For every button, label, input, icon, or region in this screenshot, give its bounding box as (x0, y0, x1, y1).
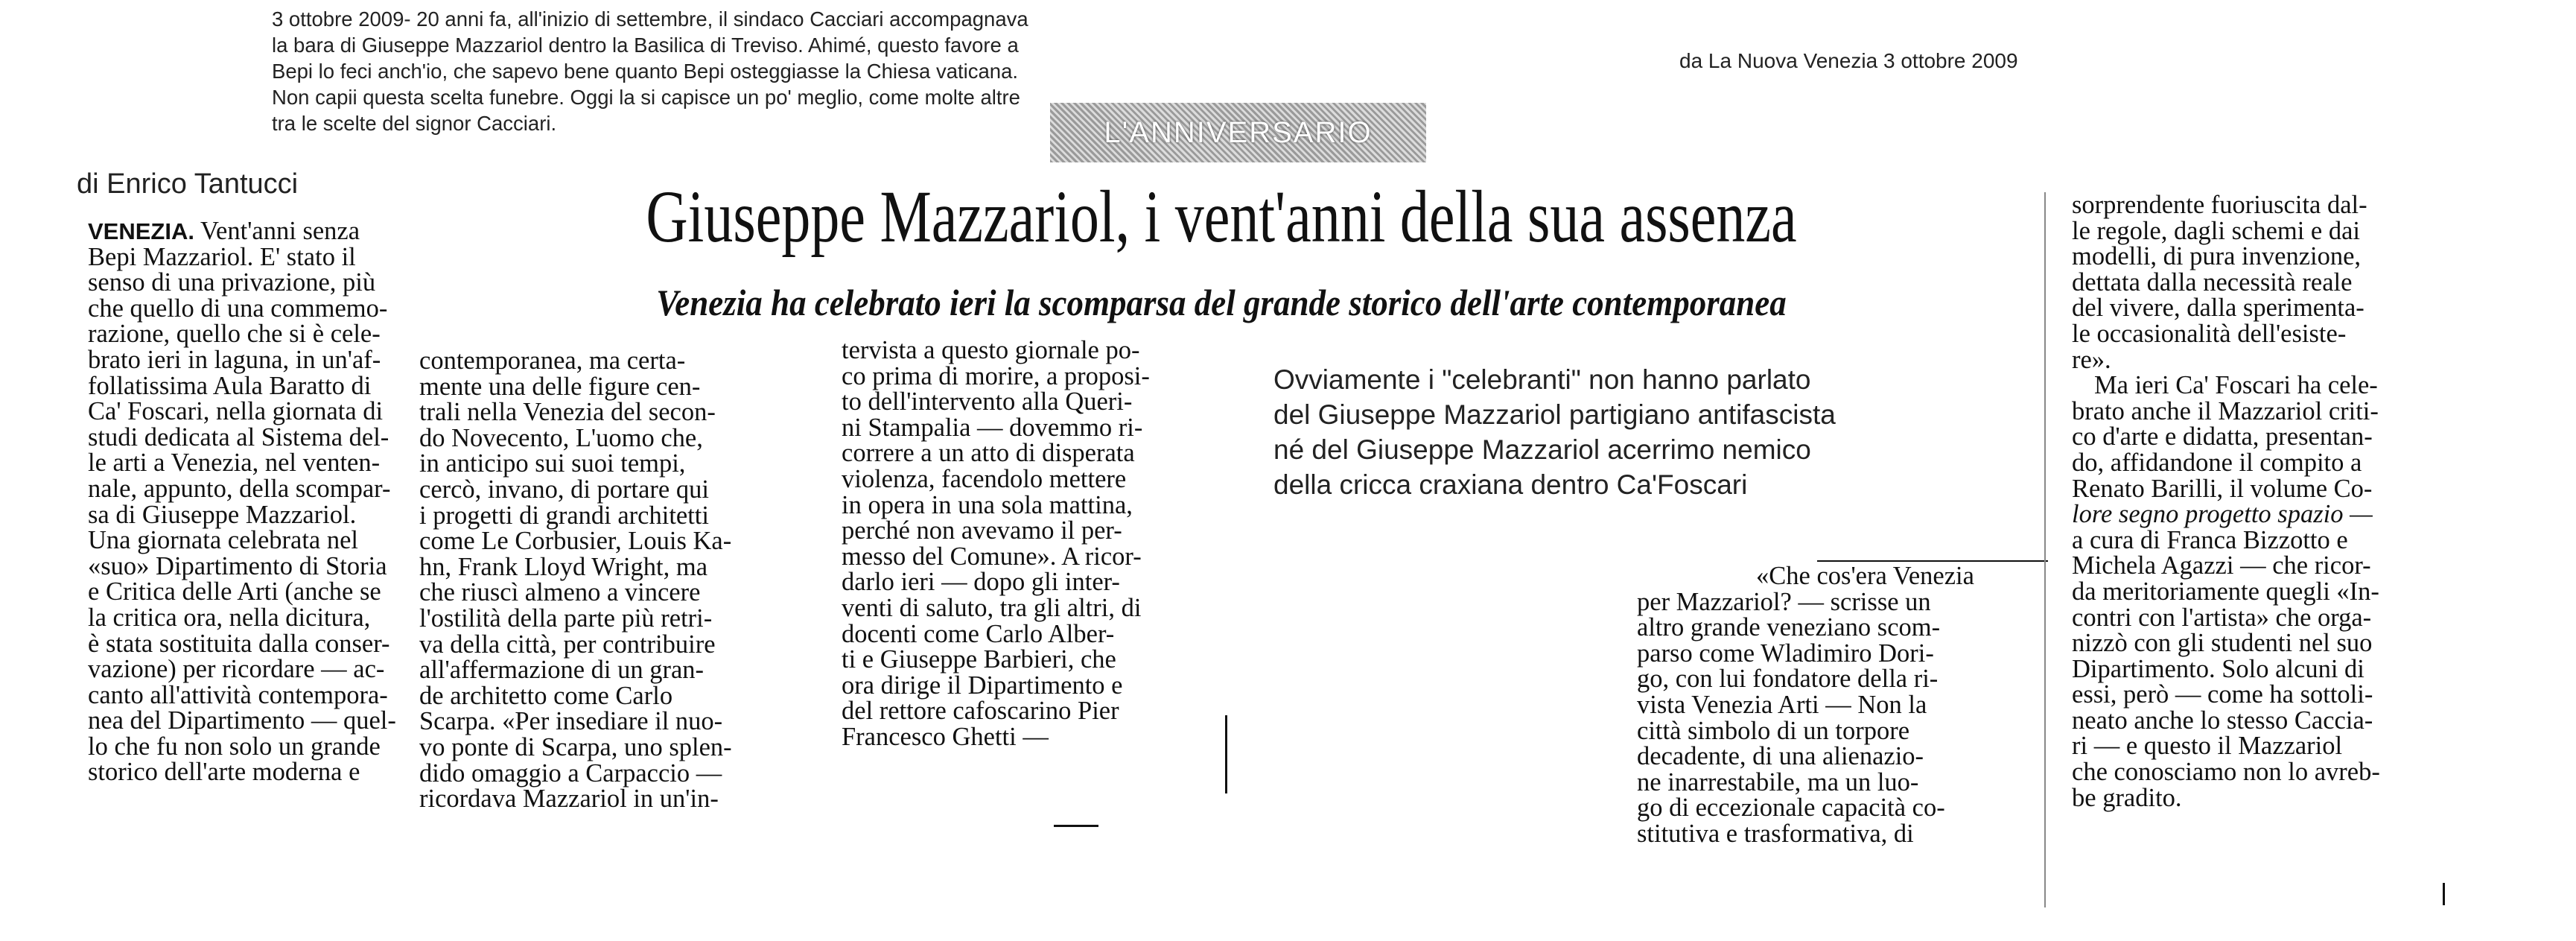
column-line: stitutiva e trasformativa, di (1637, 819, 1914, 848)
column-3-end-rule (1054, 825, 1098, 827)
column-line: messo del Comune». A ricor- (842, 542, 1142, 571)
subheadline: Venezia ha celebrato ieri la scomparsa del grande storico dell'arte contemporanea (656, 282, 1787, 323)
column-line: brato anche il Mazzariol criti- (2072, 396, 2379, 425)
column-line: Francesco Ghetti — (842, 722, 1049, 751)
column-line: do, affidandone il compito a (2072, 448, 2362, 477)
article-column-3 (842, 338, 1173, 750)
column-line: Renato Barilli, il volume Co- (2072, 474, 2373, 503)
article-column-1 (88, 218, 401, 785)
column-line: da meritoriamente quegli «In- (2072, 577, 2379, 606)
column-line: vo ponte di Scarpa, uno splen- (419, 732, 732, 761)
column-line: nea del Dipartimento — quel- (88, 706, 396, 735)
column-line: do Novecento, L'uomo che, (419, 423, 703, 452)
column-line: è stata sostituita dalla conser- (88, 629, 390, 658)
column-line: altro grande veneziano scom- (1637, 613, 1941, 642)
column-line: modelli, di pura invenzione, (2072, 242, 2362, 271)
column-line: che conosciamo non lo avreb- (2072, 758, 2380, 787)
column-line: le arti a Venezia, nel venten- (88, 449, 381, 478)
column-line: sorprendente fuoriuscita dal- (2072, 191, 2367, 219)
headline: Giuseppe Mazzariol, i vent'anni della sua assenza (646, 175, 1797, 258)
callout-line: né del Giuseppe Mazzariol acerrimo nemico (1273, 434, 1811, 465)
note-line: 3 ottobre 2009- 20 anni fa, all'inizio di settembre, il sindaco Cacciari accompagnava (272, 7, 1028, 31)
column-line: in opera in una sola mattina, (842, 490, 1133, 519)
column-line: ora dirige il Dipartimento e (842, 671, 1123, 700)
column-line: dido omaggio a Carpaccio — (419, 758, 722, 788)
column-line: i progetti di grandi architetti (419, 501, 709, 530)
column-line: nale, appunto, della scompar- (88, 474, 391, 503)
column-line: Dipartimento. Solo alcuni di (2072, 654, 2364, 683)
note-line: Bepi lo feci anch'io, che sapevo bene quanto Bepi osteggiasse la Chiesa vaticana. (272, 60, 1019, 83)
callout-comment (1273, 362, 1899, 502)
column-line: nizzò con gli studenti nel suo (2072, 629, 2373, 658)
column-line: senso di una privazione, più (88, 268, 376, 297)
column-line: va della città, per contribuire (419, 630, 716, 659)
note-line: la bara di Giuseppe Mazzariol dentro la Basilica di Treviso. Ahimé, questo favore a (272, 34, 1019, 57)
column-line: docenti come Carlo Alber- (842, 619, 1115, 648)
column-line: co d'arte e didatta, presentan- (2072, 422, 2373, 452)
column-line: Ca' Foscari, nella giornata di (88, 397, 384, 426)
column-line: tervista a questo giornale po- (842, 336, 1140, 364)
column-line: ti e Giuseppe Barbieri, che (842, 645, 1116, 674)
column-line: studi dedicata al Sistema del- (88, 422, 389, 452)
column-line: storico dell'arte moderna e (88, 758, 360, 787)
column-line: hn, Frank Lloyd Wright, ma (419, 552, 708, 581)
column-line: follatissima Aula Baratto di (88, 371, 372, 400)
column-line: sa di Giuseppe Mazzariol. (88, 500, 357, 529)
column-line: vazione) per ricordare — ac- (88, 655, 385, 684)
column-line: «suo» Dipartimento di Storia (88, 551, 387, 580)
callout-line: del Giuseppe Mazzariol partigiano antifascista (1273, 399, 1836, 430)
column-line: mente una delle figure cen- (419, 372, 701, 401)
column-line: cercò, invano, di portare qui (419, 475, 709, 504)
column-line: to dell'intervento alla Queri- (842, 387, 1133, 416)
column-line: go di eccezionale capacità co- (1637, 793, 1945, 823)
column-line: lo che fu non solo un grande (88, 732, 381, 761)
column-line: e Critica delle Arti (anche se (88, 577, 381, 606)
column-line: del rettore cafoscarino Pier (842, 697, 1119, 726)
column-line: correre a un atto di disperata (842, 439, 1135, 468)
column-line: be gradito. (2072, 783, 2182, 812)
column-5-end-bar (2443, 883, 2445, 905)
column-line: la critica ora, nella dicitura, (88, 603, 371, 632)
column-line: ni Stampalia — dovemmo ri- (842, 413, 1143, 442)
column-line: co prima di morire, a proposi- (842, 361, 1150, 390)
column-line: Bepi Mazzariol. E' stato il (88, 242, 356, 271)
column-line: in anticipo sui suoi tempi, (419, 449, 686, 478)
column-line: del vivere, dalla sperimenta- (2072, 294, 2364, 323)
column-line: venti di saluto, tra gli altri, di (842, 593, 1142, 622)
column-line: che quello di una commemo- (88, 294, 388, 323)
column-line (88, 218, 401, 244)
column-line: come Le Corbusier, Louis Ka- (419, 527, 732, 556)
column-line: Ma ieri Ca' Foscari ha cele- (2094, 371, 2378, 400)
column-line: città simbolo di un torpore (1637, 716, 1910, 745)
column-line: de architetto come Carlo (419, 681, 673, 710)
column-line: parso come Wladimiro Dori- (1637, 639, 1934, 668)
article-column-5 (2072, 192, 2444, 811)
column-line: brato ieri in laguna, in un'af- (88, 345, 381, 374)
column-line: contri con l'artista» che orga- (2072, 603, 2372, 632)
column-line: neato anche lo stesso Caccia- (2072, 706, 2373, 735)
column-line: vista Venezia Arti — Non la (1637, 690, 1927, 719)
source-citation: da La Nuova Venezia 3 ottobre 2009 (1679, 49, 2018, 72)
column-line: darlo ieri — dopo gli inter- (842, 568, 1120, 597)
column-line: lore segno progetto spazio — (2072, 500, 2373, 529)
column-line: perché non avevamo il per- (842, 516, 1122, 545)
column-line: re». (2072, 345, 2111, 374)
column-line: decadente, di una alienazio- (1637, 742, 1924, 771)
column-line: ne inarrestabile, ma un luo- (1637, 767, 1919, 796)
column-line: razione, quello che si è cele- (88, 320, 381, 349)
callout-line: Ovviamente i "celebranti" non hanno parlato (1273, 364, 1811, 395)
column-line: per Mazzariol? — scrisse un (1637, 587, 1931, 616)
column-line: le regole, dagli schemi e dai (2072, 216, 2361, 245)
note-line: Non capii questa scelta funebre. Oggi la si capisce un po' meglio, come molte altre (272, 86, 1020, 109)
column-line: le occasionalità dell'esiste- (2072, 319, 2347, 348)
column-line: essi, però — come ha sottoli- (2072, 680, 2373, 709)
column-line: canto all'attività contempora- (88, 680, 388, 709)
dateline-kicker: VENEZIA. (88, 218, 194, 244)
column-divider (2044, 192, 2046, 907)
column-line: Michela Agazzi — che ricor- (2072, 551, 2371, 580)
column-line: ri — e questo il Mazzariol (2072, 732, 2343, 761)
column-line: all'affermazione di un gran- (419, 656, 705, 685)
column-line: che riuscì almeno a vincere (419, 578, 701, 607)
byline: di Enrico Tantucci (77, 168, 299, 200)
column-line: «Che cos'era Venezia (1756, 562, 1974, 590)
column-line: violenza, facendolo mettere (842, 464, 1127, 493)
column-line: trali nella Venezia del secon- (419, 398, 716, 427)
section-tag: L'ANNIVERSARIO (1050, 103, 1426, 162)
note-line: tra le scelte del signor Cacciari. (272, 112, 557, 135)
column-line: ricordava Mazzariol in un'in- (419, 785, 719, 814)
column-line: a cura di Franca Bizzotto e (2072, 525, 2348, 554)
column-line-text: Vent'anni senza (194, 217, 360, 245)
column-line: dettata dalla necessità reale (2072, 267, 2353, 297)
column-3-end-bar (1225, 715, 1227, 793)
callout-line: della cricca craxiana dentro Ca'Foscari (1273, 469, 1748, 500)
column-line: contemporanea, ma certa- (419, 346, 686, 375)
article-column-4 (1637, 563, 2024, 847)
column-line: l'ostilità della parte più retri- (419, 603, 713, 633)
column-line: Una giornata celebrata nel (88, 526, 359, 555)
article-column-2 (419, 348, 762, 812)
column-line: go, con lui fondatore della ri- (1637, 665, 1939, 694)
column-line: Scarpa. «Per insediare il nuo- (419, 707, 723, 736)
